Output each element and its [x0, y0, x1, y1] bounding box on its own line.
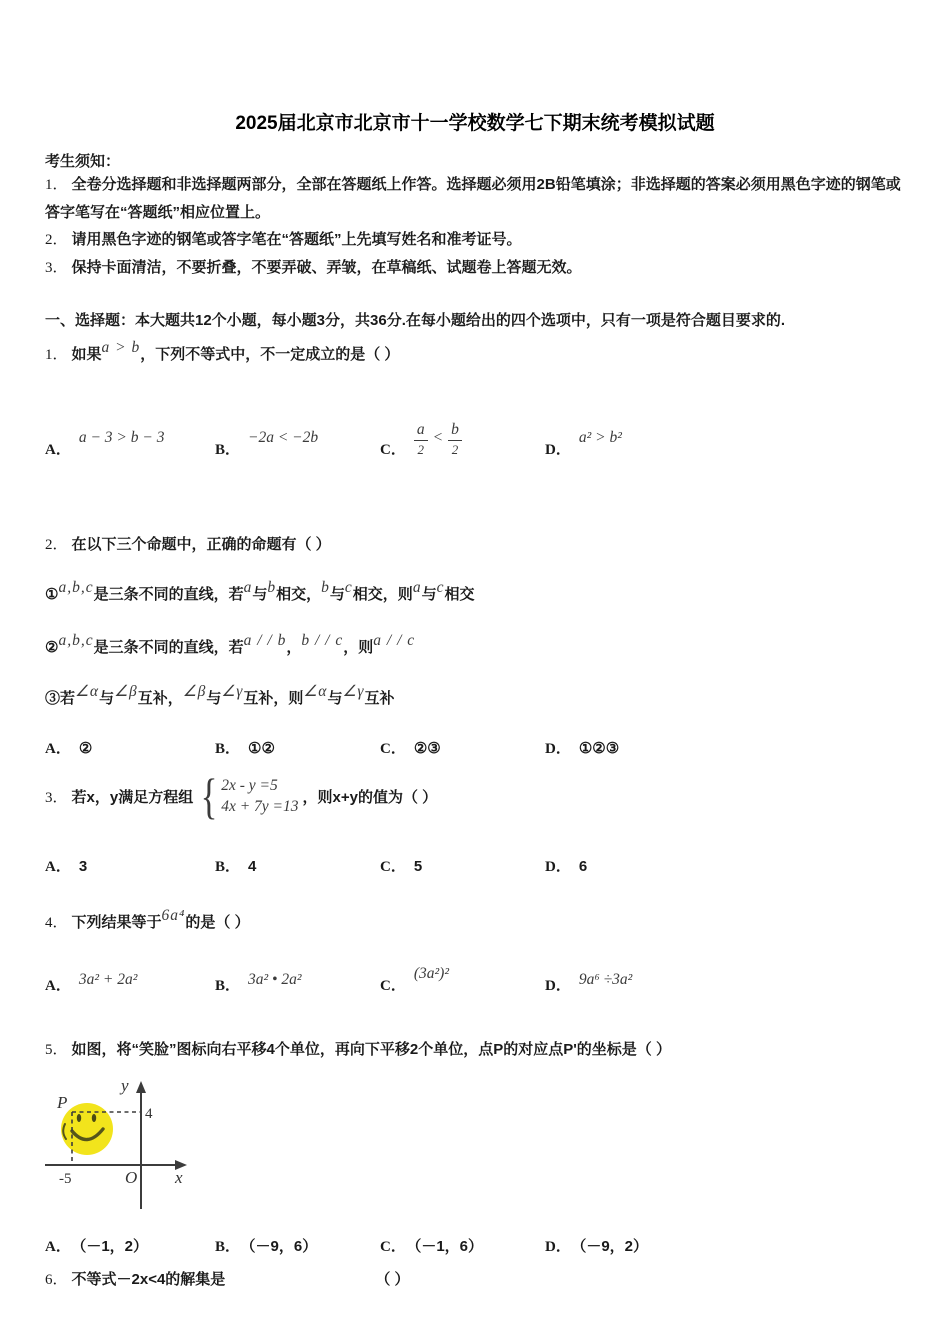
math-b-parallel-c: b / / c — [301, 631, 344, 649]
option-4c-label: C． — [380, 977, 406, 994]
option-5a-label: A． — [45, 1238, 71, 1255]
option-2c-value: ②③ — [413, 739, 441, 757]
option-3d-label: D． — [545, 858, 571, 875]
math-angle-alpha: ∠α — [75, 682, 100, 700]
question-2-stem — [45, 534, 905, 556]
prop2-text: ， — [286, 638, 302, 656]
question-5-stem — [45, 1039, 905, 1061]
question-4-stem — [45, 906, 905, 934]
math-abc: a,b,c — [58, 578, 94, 596]
notice-item-1 — [45, 171, 905, 226]
option-4d-value: 9a⁶ ÷3a² — [578, 970, 633, 988]
option-2b-label: B． — [215, 740, 241, 757]
option-3c-label: C． — [380, 858, 406, 875]
math-angle-alpha: ∠α — [303, 682, 328, 700]
question-4 — [45, 906, 905, 995]
option-4b-label: B． — [215, 977, 241, 994]
section-1-heading: 一、选择题：本大题共12个小题，每小题3分，共36分.在每小题给出的四个选项中，只有一项是符合题目要求的. — [45, 312, 786, 329]
equation-1: 2x - y =5 — [221, 776, 278, 794]
option-5d — [545, 1235, 905, 1256]
y-axis-label: y — [121, 1076, 129, 1095]
question-2-options — [45, 737, 905, 758]
prop3-text: 互补，则 — [243, 689, 304, 707]
x-tick-minus5: -5 — [59, 1170, 72, 1187]
math-c: c — [436, 578, 445, 596]
option-5b-label: B． — [215, 1238, 241, 1255]
prop2-text: ，则 — [343, 638, 374, 656]
option-4d-label: D． — [545, 977, 571, 994]
math-a-parallel-b: a / / b — [243, 631, 287, 649]
smiley-right-eye — [92, 1114, 96, 1122]
prop1-text: 与 — [329, 585, 345, 603]
option-2d-label: D． — [545, 740, 571, 757]
option-4c-value: (3a²)² — [413, 964, 449, 982]
option-2b — [215, 737, 380, 758]
option-5d-label: D． — [545, 1238, 571, 1255]
option-5c — [380, 1235, 545, 1256]
fraction-b-over-2 — [448, 422, 462, 456]
option-3c-value: 5 — [413, 857, 423, 875]
math-angle-beta: ∠β — [182, 682, 207, 700]
option-3d — [545, 855, 905, 876]
prop1-text: 与 — [252, 585, 268, 603]
prop3-text: 与 — [206, 689, 222, 707]
question-4-text-post: 的是（ ） — [185, 913, 250, 931]
math-c: c — [344, 578, 353, 596]
option-1a-label: A． — [45, 442, 71, 459]
point-p-label: P — [57, 1092, 68, 1112]
smiley-left-eye — [77, 1114, 81, 1122]
question-1-options — [45, 421, 905, 468]
option-5c-label: C． — [380, 1238, 406, 1255]
question-5-options — [45, 1235, 905, 1256]
option-5b — [215, 1235, 380, 1256]
option-4b — [215, 970, 380, 995]
circled-2: ② — [45, 638, 59, 656]
question-5-number: 5． — [45, 1041, 68, 1058]
question-1-number: 1． — [45, 347, 68, 363]
math-b: b — [321, 578, 330, 596]
option-2b-value: ①② — [248, 739, 275, 757]
option-3a-label: A． — [45, 858, 71, 875]
y-axis-arrow — [136, 1081, 146, 1093]
fraction-numerator: b — [448, 422, 462, 441]
prop3-text: 互补， — [137, 689, 183, 707]
option-2a-label: A． — [45, 740, 71, 757]
option-2a-value: ② — [78, 739, 93, 757]
option-5a — [45, 1235, 215, 1256]
relation-sign: < — [432, 429, 444, 447]
notice-section — [45, 150, 905, 282]
question-1-text-post: ，下列不等式中，不一定成立的是（ ） — [140, 346, 400, 363]
question-2-text: 在以下三个命题中，正确的命题有（ ） — [71, 535, 331, 553]
option-4a — [45, 970, 215, 995]
question-4-number: 4． — [45, 914, 68, 931]
option-2c-label: C． — [380, 740, 406, 757]
option-2d — [545, 737, 905, 758]
system-equations — [221, 777, 298, 816]
notice-item-2 — [45, 226, 905, 254]
question-6 — [45, 1268, 905, 1289]
page-title: 2025届北京市北京市十一学校数学七下期末统考模拟试题 — [235, 113, 715, 134]
option-1c-value — [414, 422, 462, 456]
math-angle-beta: ∠β — [114, 682, 138, 700]
option-3d-value: 6 — [578, 857, 588, 875]
question-6-paren: （ ） — [375, 1270, 410, 1288]
question-2-proposition-1 — [45, 578, 905, 605]
notice-item-1-number: 1． — [45, 177, 68, 193]
option-3b — [215, 855, 380, 876]
option-3b-label: B． — [215, 858, 241, 875]
prop3-text: 若 — [60, 689, 76, 707]
question-4-options — [45, 964, 905, 995]
math-a: a — [243, 578, 253, 596]
option-3a-value: 3 — [78, 857, 88, 875]
origin-label: O — [125, 1167, 138, 1187]
question-1 — [45, 339, 905, 468]
prop1-text: 相交 — [444, 585, 475, 603]
fraction-a-over-2 — [414, 422, 428, 456]
question-2-proposition-3 — [45, 682, 905, 709]
notice-heading: 考生须知： — [45, 153, 121, 170]
math-a-parallel-c: a / / c — [373, 631, 416, 649]
option-2a — [45, 737, 215, 758]
prop3-text: 与 — [327, 689, 343, 707]
question-1-text-pre: 如果 — [71, 346, 102, 363]
option-1c-label: C． — [380, 442, 406, 459]
option-4c — [380, 964, 545, 995]
circled-1: ① — [45, 585, 59, 603]
math-b: b — [267, 578, 277, 596]
question-3-text-post: ，则x+y的值为（ ） — [302, 788, 438, 806]
prop3-text: 互补 — [364, 689, 395, 707]
equation-2: 4x + 7y =13 — [221, 797, 299, 815]
question-3 — [45, 767, 905, 876]
option-4a-value: 3a² + 2a² — [78, 970, 138, 988]
notice-item-2-number: 2． — [45, 232, 68, 248]
fraction-numerator: a — [414, 422, 428, 441]
option-1d-value: a² > b² — [578, 429, 622, 447]
question-1-stem — [45, 339, 905, 366]
option-2c — [380, 737, 545, 758]
question-1-math: a > b — [101, 339, 141, 356]
option-1b-label: B． — [215, 442, 241, 459]
prop1-text: 相交， — [276, 585, 322, 603]
equation-system — [197, 767, 299, 824]
option-2d-value: ①②③ — [578, 739, 620, 757]
option-4d — [545, 970, 905, 995]
question-5 — [45, 1039, 905, 1256]
prop3-text: 与 — [99, 689, 115, 707]
math-angle-gamma: ∠γ — [342, 682, 365, 700]
math-angle-gamma: ∠γ — [221, 682, 244, 700]
question-2 — [45, 534, 905, 758]
notice-item-1-text: 全卷分选择题和非选择题两部分，全部在答题纸上作答。选择题必须用2B铅笔填涂；非选择题的答案必须用黑色字迹的钢笔或答字笔写在“答题纸”相应位置上。 — [45, 176, 901, 221]
prop1-text: 相交，则 — [352, 585, 413, 603]
option-3a — [45, 855, 215, 876]
option-5d-value: （－9，2） — [578, 1237, 649, 1255]
option-1b-value: −2a < −2b — [248, 429, 319, 447]
option-4a-label: A． — [45, 977, 71, 994]
fraction-denominator: 2 — [451, 441, 459, 457]
question-6-text: 不等式－2x<4的解集是 — [71, 1270, 226, 1288]
notice-item-3-text: 保持卡面清洁，不要折叠，不要弄破、弄皱，在草稿纸、试题卷上答题无效。 — [71, 259, 582, 276]
question-2-number: 2． — [45, 536, 68, 553]
question-3-number: 3． — [45, 789, 68, 806]
option-1d-label: D． — [545, 442, 571, 459]
notice-item-2-text: 请用黑色字迹的钢笔或答字笔在“答题纸”上先填写姓名和准考证号。 — [71, 231, 522, 248]
option-5a-value: （－1，2） — [78, 1237, 149, 1255]
question-3-stem — [45, 767, 905, 824]
question-3-text-pre: 若x，y满足方程组 — [71, 788, 194, 806]
option-1b — [215, 429, 380, 459]
notice-item-3 — [45, 254, 905, 282]
circled-3: ③ — [45, 689, 61, 707]
notice-item-3-number: 3． — [45, 260, 68, 276]
system-brace: { — [200, 767, 218, 824]
smiley-coordinate-figure — [45, 1077, 235, 1215]
option-4b-value: 3a² • 2a² — [248, 970, 302, 988]
question-4-math: 6a⁴ — [161, 906, 186, 924]
option-3c — [380, 855, 545, 876]
fraction-denominator: 2 — [417, 441, 424, 457]
option-5c-value: （－1，6） — [413, 1237, 484, 1255]
question-4-text-pre: 下列结果等于 — [71, 913, 162, 931]
option-1a-value: a − 3 > b − 3 — [78, 429, 165, 447]
prop1-text: 是三条不同的直线，若 — [93, 585, 244, 603]
option-1d — [545, 429, 905, 459]
option-1a — [45, 429, 215, 459]
question-5-text: 如图，将“笑脸”图标向右平移4个单位，再向下平移2个单位，点P的对应点P'的坐标是（ ） — [71, 1040, 671, 1058]
prop2-text: 是三条不同的直线，若 — [93, 638, 244, 656]
option-1c — [380, 421, 545, 468]
question-3-options — [45, 855, 905, 876]
option-5b-value: （－9，6） — [248, 1237, 318, 1255]
question-2-proposition-2 — [45, 631, 905, 658]
option-3b-value: 4 — [248, 857, 257, 875]
question-6-number: 6． — [45, 1271, 68, 1288]
math-a: a — [412, 578, 422, 596]
smiley-face — [61, 1103, 113, 1155]
prop1-text: 与 — [421, 585, 437, 603]
y-tick-4: 4 — [145, 1105, 153, 1122]
math-abc: a,b,c — [58, 631, 94, 649]
x-axis-label: x — [175, 1167, 183, 1187]
